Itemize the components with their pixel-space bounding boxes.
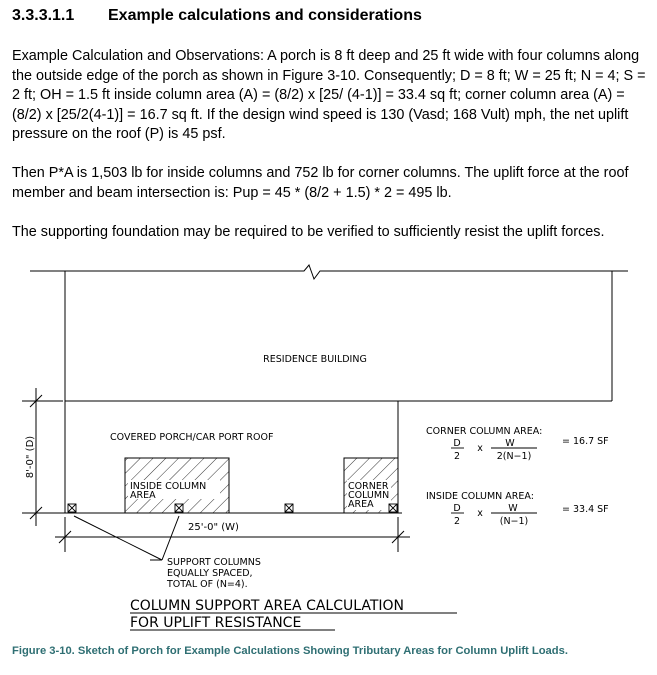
inside-calc-title: INSIDE COLUMN AREA: <box>426 491 534 502</box>
support-note-line3: TOTAL OF (N=4). <box>167 579 248 590</box>
corner-calc-result: = 16.7 SF <box>562 436 609 447</box>
inside-calc-den2: (N−1) <box>499 516 529 527</box>
corner-calc-den2: 2(N−1) <box>496 451 532 462</box>
inside-calc-num1: D <box>453 503 461 514</box>
corner-calc-num2: W <box>505 438 515 449</box>
inside-calc-result: = 33.4 SF <box>562 504 609 515</box>
corner-calc-op: x <box>477 443 483 454</box>
corner-calc-num1: D <box>453 438 461 449</box>
porch-label: COVERED PORCH/CAR PORT ROOF <box>110 432 274 443</box>
corner-area-label-line1: CORNER <box>348 481 389 492</box>
corner-area-label-line3: AREA <box>348 499 374 510</box>
paragraph-uplift-force: Then P*A is 1,503 lb for inside columns and 752 lb for corner columns. The uplift force at the roof member and beam intersection is: Pup = 45 * (8/2 + 1.5) * 2 = 495 lb. <box>12 165 629 201</box>
support-note-line2: EQUALLY SPACED, <box>167 568 253 579</box>
residence-outline <box>30 265 628 401</box>
figure-title-line2: FOR UPLIFT RESISTANCE <box>130 615 302 631</box>
residence-label: RESIDENCE BUILDING <box>263 354 367 365</box>
paragraph-example-calculation: Example Calculation and Observations: A porch is 8 ft deep and 25 ft wide with four columns along the outside edge of the porch as shown in Figure 3-10. Consequently; D = 8 ft; W = 25 ft; N = 4; S = 2 ft; OH = 1.5 ft inside column area (A) = (8/2) x [25/ (4-1)] = 33.4 sq ft; corner column area (A) = (8/2) x [25/2(4-1)] = 16.7 sq ft. If the design wind speed is 130 (Vasd; 168 Vult) mph, the net uplift pressure on the roof (P) is 45 psf. <box>12 48 646 142</box>
section-title: Example calculations and considerations <box>108 7 422 24</box>
inside-area-label-line2: AREA <box>130 490 156 501</box>
inside-calc-num2: W <box>508 503 518 514</box>
section-number: 3.3.3.1.1 <box>12 7 75 24</box>
paragraph-foundation: The supporting foundation may be required to be verified to sufficiently resist the uplift forces. <box>12 224 605 240</box>
inside-area-label-line1: INSIDE COLUMN <box>130 481 207 492</box>
figure-title-line1: COLUMN SUPPORT AREA CALCULATION <box>130 598 405 614</box>
support-column-leaders <box>74 516 179 560</box>
width-dimension-label: 25'-0" (W) <box>188 522 239 533</box>
support-note-line1: SUPPORT COLUMNS <box>167 557 261 568</box>
corner-calc-title: CORNER COLUMN AREA: <box>426 426 543 437</box>
figure-caption: Figure 3-10. Sketch of Porch for Example Calculations Showing Tributary Areas for Column Uplift Loads. <box>12 645 568 657</box>
inside-calc-den1: 2 <box>453 516 461 527</box>
corner-calc-den1: 2 <box>453 451 461 462</box>
corner-area-label-line2: COLUMN <box>348 490 390 501</box>
inside-calc-op: x <box>477 508 483 519</box>
depth-dimension-label: 8'-0" (D) <box>25 435 36 479</box>
